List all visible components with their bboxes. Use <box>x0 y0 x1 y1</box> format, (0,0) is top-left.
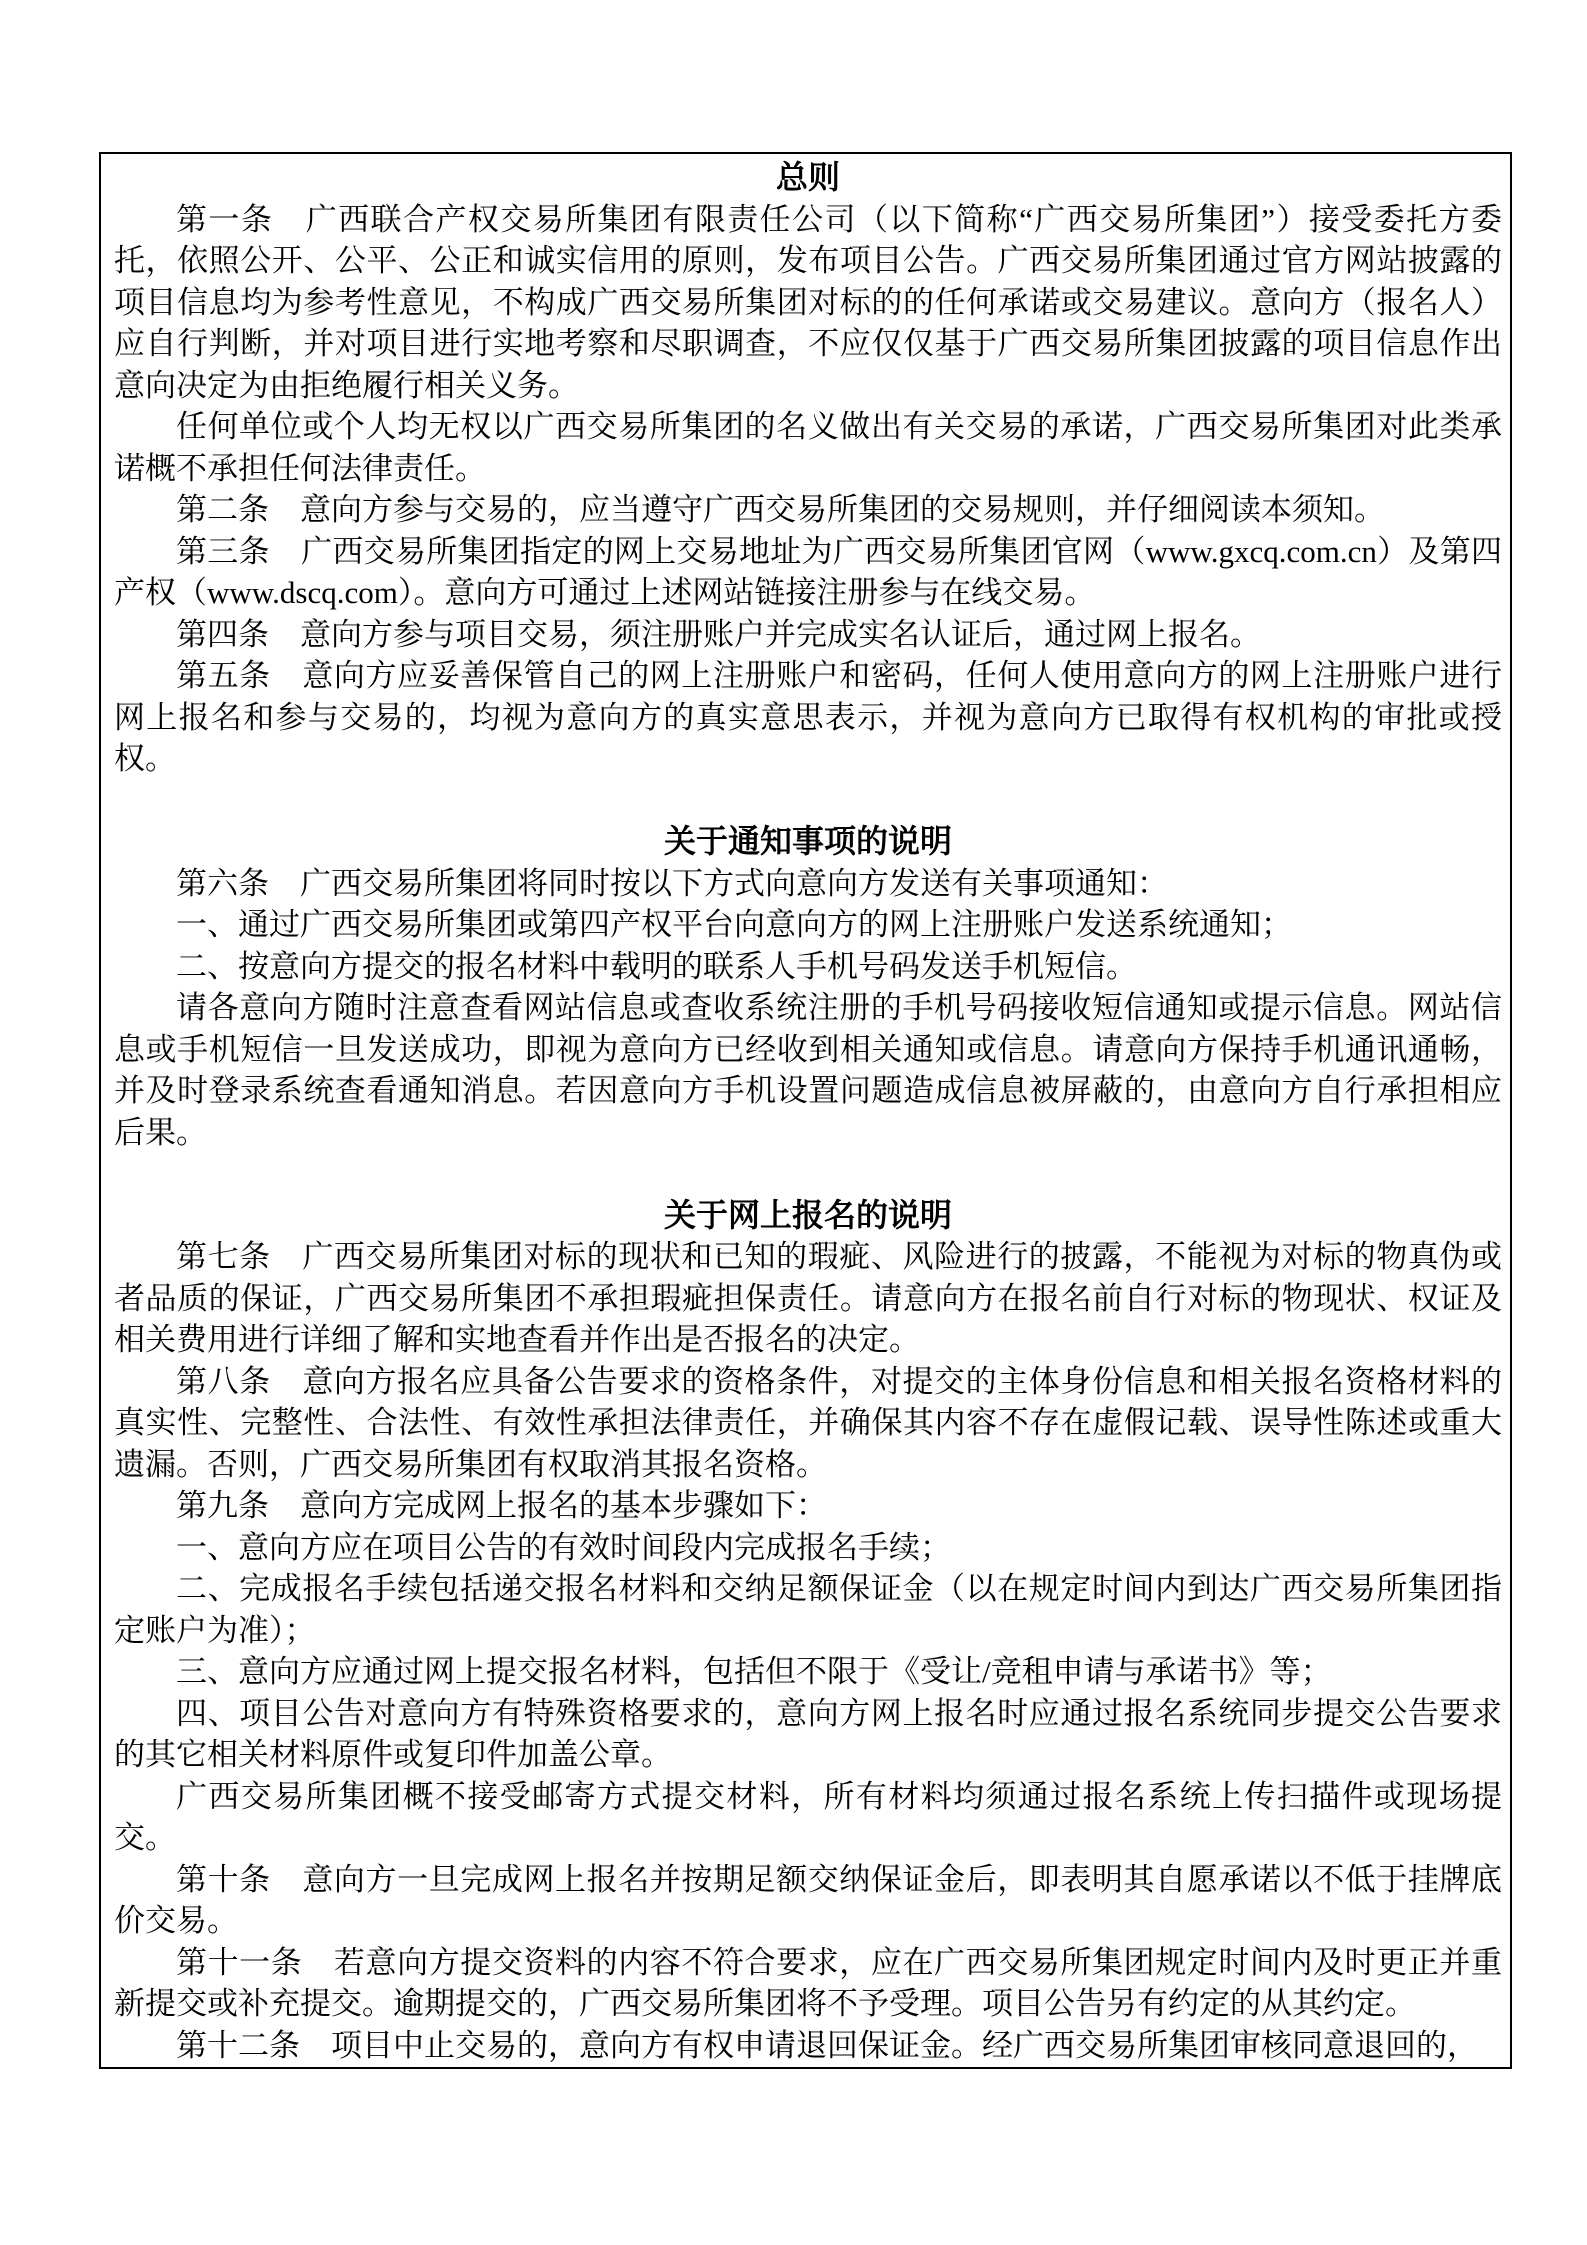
paragraph: 广西交易所集团概不接受邮寄方式提交材料，所有材料均须通过报名系统上传扫描件或现场提交。 <box>114 1778 1502 1855</box>
document-section <box>114 157 1502 780</box>
paragraph: 第九条 意向方完成网上报名的基本步骤如下： <box>176 1488 827 1523</box>
paragraph: 请各意向方随时注意查看网站信息或查收系统注册的手机号码接收短信通知或提示信息。网站信息或手机短信一旦发送成功，即视为意向方已经收到相关通知或信息。请意向方保持手机通讯通畅，并及时登录系统查看通知消息。若因意向方手机设置问题造成信息被屏蔽的，由意向方自行承担相应后果。 <box>114 990 1502 1150</box>
paragraph: 三、意向方应通过网上提交报名材料，包括但不限于《受让/竞租申请与承诺书》等； <box>176 1654 1332 1689</box>
paragraph: 第八条 意向方报名应具备公告要求的资格条件，对提交的主体身份信息和相关报名资格材料的真实性、完整性、合法性、有效性承担法律责任，并确保其内容不存在虚假记载、误导性陈述或重大遗漏。否则，广西交易所集团有权取消其报名资格。 <box>114 1363 1502 1482</box>
paragraph: 第十二条 项目中止交易的，意向方有权申请退回保证金。经广西交易所集团审核同意退回的， <box>176 2027 1478 2063</box>
paragraph: 第十条 意向方一旦完成网上报名并按期足额交纳保证金后，即表明其自愿承诺以不低于挂牌底价交易。 <box>114 1861 1502 1938</box>
paragraph: 第五条 意向方应妥善保管自己的网上注册账户和密码，任何人使用意向方的网上注册账户进行网上报名和参与交易的，均视为意向方的真实意思表示，并视为意向方已取得有权机构的审批或授权。 <box>114 658 1502 776</box>
paragraph: 一、意向方应在项目公告的有效时间段内完成报名手续； <box>176 1529 951 1565</box>
document-section <box>114 821 1502 1153</box>
paragraph: 第二条 意向方参与交易的，应当遵守广西交易所集团的交易规则，并仔细阅读本须知。 <box>176 492 1385 527</box>
paragraph: 第三条 广西交易所集团指定的网上交易地址为广西交易所集团官网（www.gxcq.com.cn）及第四产权（www.dscq.com）。意向方可通过上述网站链接注册参与在线交易。 <box>114 533 1502 610</box>
paragraph: 一、通过广西交易所集团或第四产权平台向意向方的网上注册账户发送系统通知； <box>176 907 1292 942</box>
paragraph: 任何单位或个人均无权以广西交易所集团的名义做出有关交易的承诺，广西交易所集团对此类承诺概不承担任何法律责任。 <box>114 409 1502 486</box>
paragraph: 二、完成报名手续包括递交报名材料和交纳足额保证金（以在规定时间内到达广西交易所集团指定账户为准）； <box>114 1571 1502 1648</box>
paragraph: 第六条 广西交易所集团将同时按以下方式向意向方发送有关事项通知： <box>176 865 1168 901</box>
section-heading: 关于通知事项的说明 <box>663 823 952 859</box>
section-heading: 总则 <box>775 159 840 195</box>
paragraph: 第十一条 若意向方提交资料的内容不符合要求，应在广西交易所集团规定时间内及时更正并重新提交或补充提交。逾期提交的，广西交易所集团将不予受理。项目公告另有约定的从其约定。 <box>114 1944 1502 2021</box>
document-content <box>114 157 1502 2066</box>
paragraph: 二、按意向方提交的报名材料中载明的联系人手机号码发送手机短信。 <box>176 948 1137 984</box>
paragraph: 四、项目公告对意向方有特殊资格要求的，意向方网上报名时应通过报名系统同步提交公告要求的其它相关材料原件或复印件加盖公章。 <box>114 1695 1502 1772</box>
paragraph: 第七条 广西交易所集团对标的现状和已知的瑕疵、风险进行的披露，不能视为对标的物真伪或者品质的保证，广西交易所集团不承担瑕疵担保责任。请意向方在报名前自行对标的物现状、权证及相关费用进行详细了解和实地查看并作出是否报名的决定。 <box>114 1239 1502 1357</box>
document-border-box <box>99 152 1512 2069</box>
paragraph: 第一条 广西联合产权交易所集团有限责任公司（以下简称“广西交易所集团”）接受委托方委托，依照公开、公平、公正和诚实信用的原则，发布项目公告。广西交易所集团通过官方网站披露的项目信息均为参考性意见，不构成广西交易所集团对标的的任何承诺或交易建议。意向方（报名人）应自行判断，并对项目进行实地考察和尽职调查，不应仅仅基于广西交易所集团披露的项目信息作出意向决定为由拒绝履行相关义务。 <box>114 201 1502 403</box>
section-heading: 关于网上报名的说明 <box>663 1196 952 1233</box>
document-section <box>114 1195 1502 2067</box>
paragraph: 第四条 意向方参与项目交易，须注册账户并完成实名认证后，通过网上报名。 <box>176 616 1261 652</box>
